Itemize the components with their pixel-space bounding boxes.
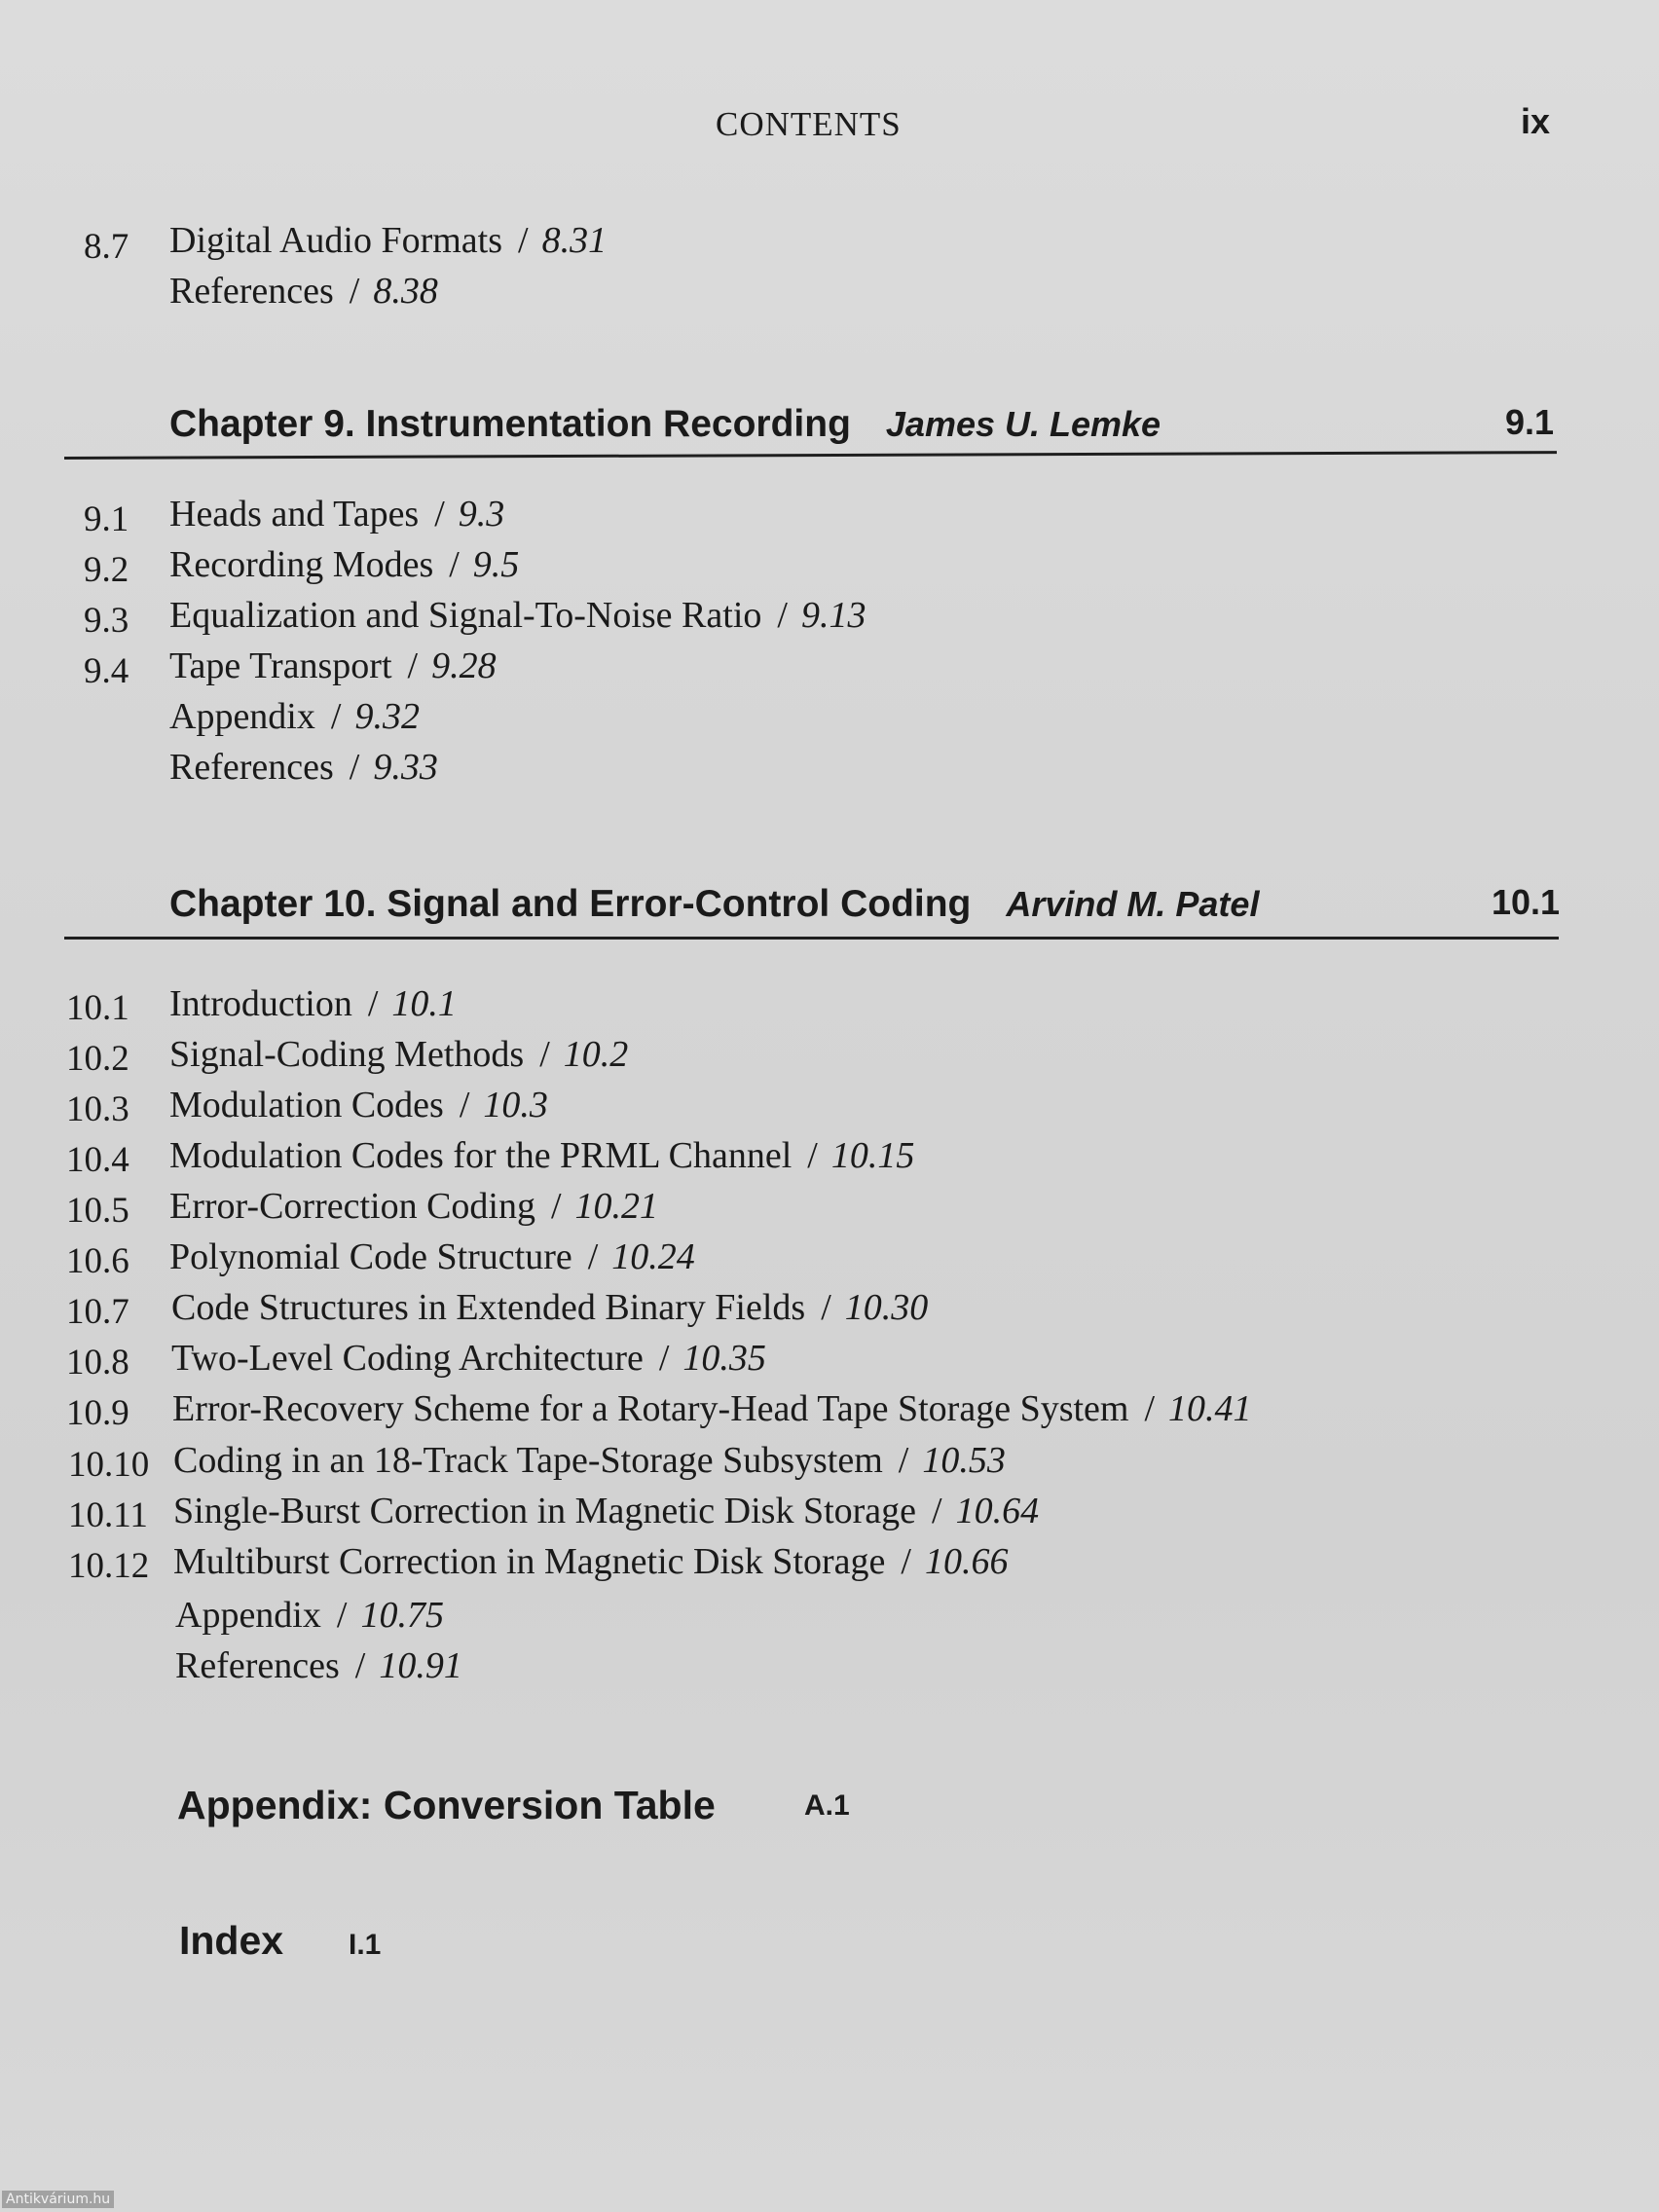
entry-number: 10.10 — [68, 1445, 150, 1485]
entry-title: Appendix — [175, 1595, 321, 1636]
entry-title: Introduction — [169, 983, 352, 1024]
entry-number: 10.2 — [66, 1039, 129, 1079]
entry-title: References — [169, 747, 334, 788]
entry-number: 9.3 — [84, 601, 129, 641]
separator: / — [807, 1135, 818, 1176]
entry-title: Signal-Coding Methods — [169, 1034, 525, 1075]
entry-page: 9.33 — [373, 747, 438, 788]
toc-entry[interactable] — [173, 1493, 1039, 1530]
separator: / — [587, 1236, 599, 1277]
toc-entry[interactable] — [169, 1188, 658, 1225]
separator: / — [550, 1186, 562, 1227]
entry-page: 10.1 — [391, 983, 457, 1024]
entry-number: 8.7 — [84, 227, 129, 267]
entry-page: 8.38 — [373, 271, 438, 312]
entry-number: 10.8 — [66, 1343, 129, 1382]
entry-page: 9.13 — [800, 595, 866, 636]
entry-page: 10.2 — [563, 1034, 629, 1075]
entry-title: References — [169, 271, 334, 312]
entry-number: 9.1 — [84, 499, 129, 539]
appendix-page: A.1 — [804, 1789, 850, 1822]
separator: / — [518, 220, 529, 261]
chapter-title: Chapter 10. Signal and Error-Control Coding — [169, 883, 972, 925]
entry-page: 10.30 — [844, 1287, 929, 1328]
separator: / — [821, 1287, 831, 1328]
entry-number: 10.6 — [66, 1241, 129, 1281]
entry-number: 10.4 — [66, 1140, 129, 1180]
entry-title: Tape Transport — [169, 645, 392, 686]
toc-entry[interactable] — [173, 1543, 1008, 1580]
entry-title: Coding in an 18-Track Tape-Storage Subsystem — [173, 1440, 883, 1481]
chapter-page: 10.1 — [1492, 882, 1561, 922]
toc-entry[interactable] — [169, 698, 420, 735]
chapter-rule — [64, 937, 1559, 940]
chapter-rule — [64, 451, 1557, 460]
toc-entry[interactable] — [169, 546, 519, 583]
entry-page: 10.53 — [922, 1440, 1006, 1481]
toc-entry[interactable] — [175, 1597, 444, 1634]
entry-title: Modulation Codes for the PRML Channel — [169, 1135, 793, 1176]
separator: / — [349, 747, 360, 788]
entry-title: Heads and Tapes — [169, 494, 420, 535]
separator: / — [349, 271, 360, 312]
entry-page: 9.3 — [458, 494, 505, 535]
toc-entry[interactable] — [172, 1390, 1252, 1427]
entry-page: 10.3 — [483, 1085, 548, 1125]
toc-entry[interactable] — [175, 1647, 462, 1684]
entry-title: Modulation Codes — [169, 1085, 444, 1125]
toc-entry[interactable] — [169, 647, 497, 684]
entry-page: 10.64 — [955, 1491, 1040, 1531]
entry-page: 8.31 — [541, 220, 608, 261]
separator: / — [330, 696, 342, 737]
entry-page: 10.91 — [379, 1645, 462, 1686]
chapter-author: Arvind M. Patel — [1006, 884, 1260, 924]
chapter-heading[interactable] — [169, 885, 1259, 923]
entry-page: 9.32 — [354, 696, 420, 737]
entry-number: 10.7 — [66, 1292, 129, 1332]
toc-entry[interactable] — [169, 749, 438, 786]
separator: / — [898, 1440, 909, 1481]
entry-title: Error-Correction Coding — [169, 1186, 535, 1227]
entry-number: 9.4 — [84, 651, 129, 691]
separator: / — [459, 1085, 470, 1125]
running-head: CONTENTS — [716, 105, 902, 143]
separator: / — [901, 1541, 911, 1582]
separator: / — [539, 1034, 550, 1075]
page-number: ix — [1521, 101, 1551, 141]
entry-number: 10.9 — [66, 1393, 129, 1433]
toc-entry[interactable] — [169, 1137, 914, 1174]
toc-entry[interactable] — [169, 1036, 628, 1073]
toc-entry[interactable] — [169, 496, 504, 533]
toc-entry[interactable] — [171, 1289, 928, 1326]
appendix-heading[interactable]: Appendix: Conversion Table — [177, 1783, 716, 1827]
entry-title: Equalization and Signal-To-Noise Ratio — [169, 595, 762, 636]
entry-number: 9.2 — [84, 550, 129, 590]
entry-title: Error-Recovery Scheme for a Rotary-Head Tape Storage System — [172, 1388, 1129, 1429]
separator: / — [407, 645, 419, 686]
entry-title: Appendix — [169, 696, 315, 737]
entry-title: Digital Audio Formats — [169, 220, 502, 261]
separator: / — [777, 595, 788, 636]
index-heading[interactable]: Index — [179, 1918, 284, 1963]
entry-page: 10.41 — [1168, 1388, 1252, 1429]
separator: / — [449, 544, 460, 585]
entry-page: 10.15 — [830, 1135, 915, 1176]
entry-page: 10.35 — [682, 1338, 766, 1379]
separator: / — [658, 1338, 670, 1379]
separator: / — [932, 1491, 942, 1531]
entry-title: Polynomial Code Structure — [169, 1236, 572, 1277]
entry-page: 10.66 — [924, 1541, 1009, 1582]
separator: / — [354, 1645, 366, 1686]
index-page: I.1 — [349, 1929, 382, 1961]
entry-page: 10.75 — [360, 1595, 444, 1636]
entry-title: Two-Level Coding Architecture — [171, 1338, 644, 1379]
entry-number: 10.1 — [66, 988, 129, 1028]
toc-entry[interactable] — [173, 1442, 1006, 1479]
chapter-author: James U. Lemke — [885, 404, 1161, 444]
entry-number: 10.5 — [66, 1191, 129, 1231]
chapter-heading[interactable] — [169, 405, 1161, 443]
chapter-page: 9.1 — [1505, 402, 1555, 442]
separator: / — [367, 983, 379, 1024]
entry-title: Code Structures in Extended Binary Fields — [171, 1287, 806, 1328]
entry-title: References — [175, 1645, 340, 1686]
entry-number: 10.11 — [68, 1495, 148, 1535]
watermark-label: Antikvárium.hu — [2, 2191, 114, 2208]
separator: / — [434, 494, 445, 535]
toc-entry[interactable] — [169, 1087, 548, 1124]
separator: / — [1144, 1388, 1156, 1429]
entry-title: Multiburst Correction in Magnetic Disk Storage — [173, 1541, 886, 1582]
entry-page: 9.28 — [431, 645, 497, 686]
toc-entry[interactable] — [171, 1340, 766, 1377]
chapter-title: Chapter 9. Instrumentation Recording — [169, 403, 851, 445]
entry-number: 10.3 — [66, 1089, 129, 1129]
toc-entry[interactable] — [169, 1238, 695, 1275]
separator: / — [336, 1595, 348, 1636]
toc-entry[interactable] — [169, 985, 457, 1022]
toc-entry[interactable] — [169, 222, 607, 259]
entry-page: 9.5 — [472, 544, 520, 585]
entry-page: 10.24 — [611, 1236, 695, 1277]
entry-title: Recording Modes — [169, 544, 434, 585]
toc-entry[interactable] — [169, 597, 866, 634]
toc-entry[interactable] — [169, 273, 438, 310]
entry-title: Single-Burst Correction in Magnetic Disk Storage — [173, 1491, 917, 1531]
entry-page: 10.21 — [574, 1186, 659, 1227]
entry-number: 10.12 — [68, 1546, 150, 1586]
